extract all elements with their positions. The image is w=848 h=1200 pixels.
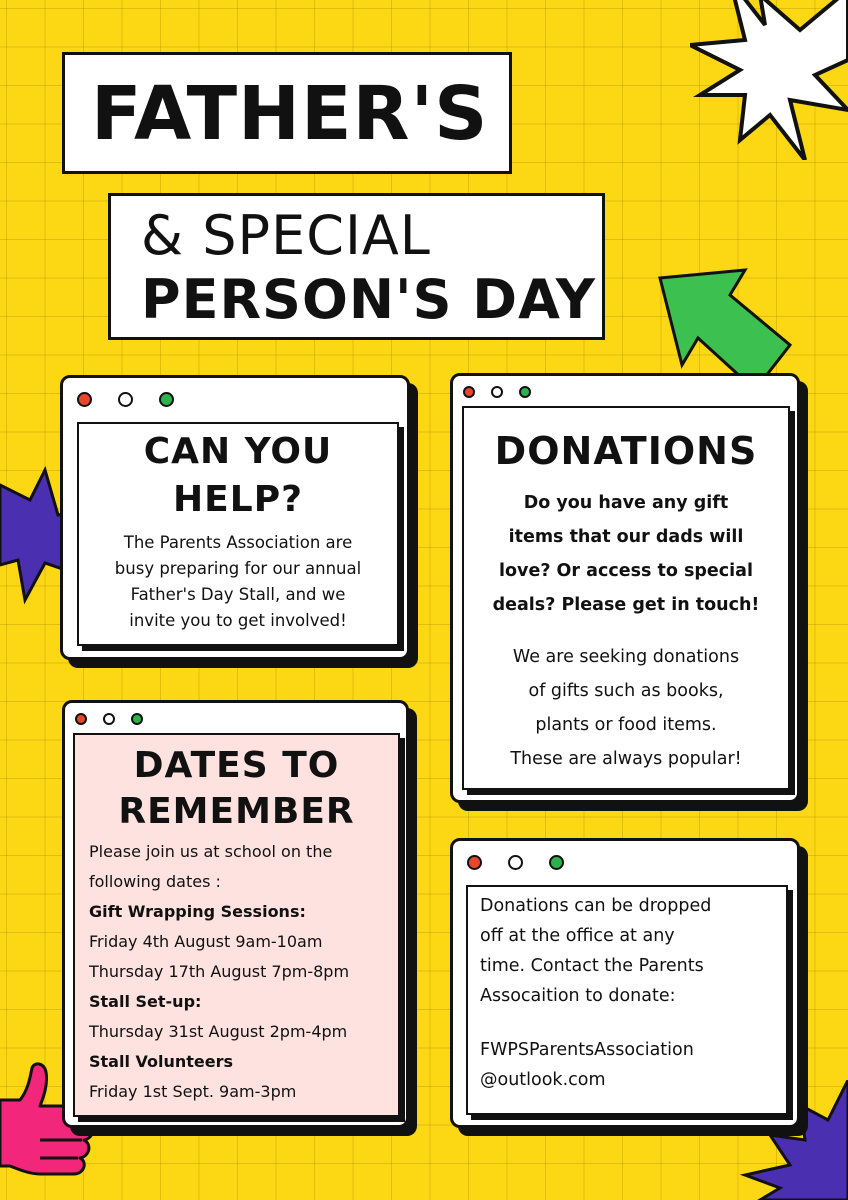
donations-body-line: These are always popular!	[510, 749, 742, 769]
dropoff-body-line: Donations can be dropped	[480, 896, 712, 916]
window-dot-green	[549, 855, 564, 870]
dates-heading-line1: DATES TO	[133, 745, 340, 786]
window-dot-green	[519, 386, 531, 398]
dropoff-body-line: time. Contact the Parents	[480, 956, 704, 976]
volunteers-date: Friday 1st Sept. 9am-3pm	[89, 1082, 297, 1101]
help-heading-line1: CAN YOU	[143, 431, 333, 472]
donations-body-line: plants or food items.	[535, 715, 717, 735]
window-dot-white	[491, 386, 503, 398]
page-subtitle-line2: PERSON'S DAY	[141, 268, 596, 331]
window-dot-red	[467, 855, 482, 870]
help-card	[60, 375, 410, 660]
gift-wrapping-date: Friday 4th August 9am-10am	[89, 932, 323, 951]
help-body-line: busy preparing for our annual	[114, 559, 362, 578]
help-body-line: The Parents Association are	[123, 533, 353, 552]
setup-date: Thursday 31st August 2pm-4pm	[89, 1022, 348, 1041]
window-dot-red	[77, 392, 92, 407]
dropoff-card	[450, 838, 800, 1128]
help-card-content	[77, 422, 399, 646]
setup-label: Stall Set-up:	[89, 992, 202, 1011]
donations-bold-line: Do you have any gift	[523, 493, 729, 513]
window-dot-green	[159, 392, 174, 407]
window-dot-green	[131, 713, 143, 725]
dates-intro-line: following dates :	[89, 872, 221, 891]
contact-email-line2[interactable]: @outlook.com	[480, 1070, 606, 1090]
window-dot-red	[75, 713, 87, 725]
donations-bold-line: love? Or access to special	[499, 561, 753, 581]
donations-heading: DONATIONS	[494, 429, 758, 473]
help-heading-line2: HELP?	[173, 479, 303, 520]
contact-email-line1[interactable]: FWPSParentsAssociation	[480, 1040, 694, 1060]
volunteers-label: Stall Volunteers	[89, 1052, 234, 1071]
window-dot-white	[103, 713, 115, 725]
donations-body-line: of gifts such as books,	[528, 681, 724, 701]
window-dot-white	[508, 855, 523, 870]
dates-card	[62, 700, 409, 1128]
donations-body-line: We are seeking donations	[512, 647, 740, 667]
gift-wrapping-date: Thursday 17th August 7pm-8pm	[89, 962, 350, 981]
dropoff-body-line: Assocaition to donate:	[480, 986, 676, 1006]
window-dot-white	[118, 392, 133, 407]
donations-bold-line: items that our dads will	[508, 527, 744, 547]
white-starburst-icon	[690, 0, 848, 160]
dates-card-content	[73, 733, 400, 1117]
donations-card	[450, 373, 800, 803]
dates-intro-line: Please join us at school on the	[89, 842, 333, 861]
help-body-line: invite you to get involved!	[129, 611, 347, 630]
title-box-fathers	[62, 52, 512, 174]
gift-wrapping-label: Gift Wrapping Sessions:	[89, 902, 306, 921]
help-body-line: Father's Day Stall, and we	[130, 585, 346, 604]
window-dot-red	[463, 386, 475, 398]
page-title: FATHER'S	[91, 71, 489, 157]
title-box-special	[108, 193, 605, 340]
page-subtitle-line1: & SPECIAL	[141, 204, 431, 267]
donations-card-content	[462, 406, 790, 790]
donations-bold-line: deals? Please get in touch!	[492, 595, 760, 615]
dropoff-card-content	[466, 885, 788, 1115]
dropoff-body-line: off at the office at any	[480, 926, 675, 946]
dates-heading-line2: REMEMBER	[118, 791, 355, 832]
